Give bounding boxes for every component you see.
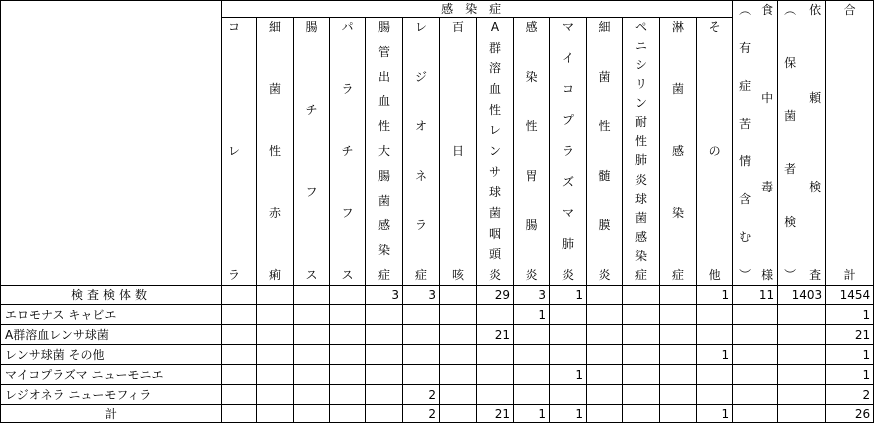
column-header-char: 炎 (525, 267, 538, 282)
table-cell (330, 385, 366, 405)
table-cell: 1 (514, 405, 550, 423)
table-cell (403, 325, 440, 345)
table-cell (257, 365, 294, 385)
column-header-char: 日 (451, 144, 464, 158)
column-header-other (697, 18, 733, 286)
column-header-char: 染 (377, 243, 390, 258)
column-header-char: 性 (377, 119, 390, 134)
column-header-char: 細 (598, 20, 611, 34)
table-cell: 1 (826, 345, 874, 365)
table-cell: 1 (550, 286, 587, 305)
column-header-char: 性 (268, 144, 281, 158)
table-cell (257, 286, 294, 305)
column-header-char: 細 (268, 20, 281, 34)
table-cell (440, 365, 477, 385)
column-header-char: ラ (341, 82, 354, 96)
food-header-char: 含 (739, 192, 752, 207)
table-cell (550, 305, 587, 325)
column-header-char: 性 (634, 134, 647, 149)
column-header-char: 菌 (671, 82, 684, 96)
table-cell (294, 286, 330, 305)
column-header-mycoplasma_pneumonia (550, 18, 587, 286)
column-header-char: 染 (525, 69, 538, 84)
table-cell: 3 (366, 286, 403, 305)
column-header-bacterial_meningitis (587, 18, 623, 286)
table-cell (366, 385, 403, 405)
food-header-char: 症 (739, 78, 752, 93)
column-header-char: 咳 (451, 268, 464, 282)
table-cell (660, 305, 697, 325)
column-header-char: そ (708, 20, 721, 34)
table-cell: 21 (477, 325, 514, 345)
bracket-close: ︶ (784, 268, 797, 282)
column-header-char: ニ (634, 39, 647, 54)
table-cell (587, 385, 623, 405)
column-header-paratyphoid (330, 18, 366, 286)
request-header-char: 者 (784, 162, 797, 176)
column-header-cholera (222, 18, 257, 286)
column-header-char: A (490, 20, 500, 34)
table-cell (550, 345, 587, 365)
request-header-char: 査 (809, 267, 822, 282)
column-header-char: ネ (414, 168, 427, 183)
table-cell (623, 325, 660, 345)
table-cell (623, 365, 660, 385)
table-row (1, 405, 874, 423)
table-cell (587, 405, 623, 423)
row-label: エロモナス キャビエ (1, 305, 222, 325)
food-header-char: む (739, 230, 752, 245)
table-cell (403, 345, 440, 365)
table-cell: 21 (826, 325, 874, 345)
table-cell (733, 325, 778, 345)
column-header-char: 菌 (634, 210, 647, 225)
column-header-char: 染 (671, 206, 684, 220)
table-cell: 1 (826, 365, 874, 385)
total-header-char: 計 (843, 268, 856, 282)
table-cell (514, 345, 550, 365)
column-header-char: 肺 (561, 237, 574, 251)
table-cell (330, 325, 366, 345)
column-header-char: シ (634, 58, 647, 73)
column-header-char: リ (634, 77, 647, 92)
table-cell (294, 405, 330, 423)
table-cell: 1 (514, 305, 550, 325)
column-header-char: 他 (708, 268, 721, 282)
column-header-char: 性 (525, 119, 538, 134)
column-header-char: 肺 (634, 153, 647, 168)
column-header-char: ン (488, 143, 501, 158)
column-header-char: 腸 (377, 20, 390, 34)
request-header-char: 検 (784, 215, 797, 229)
column-header-char: 痢 (268, 268, 281, 282)
column-header-char: パ (341, 20, 354, 34)
table-cell (440, 286, 477, 305)
column-header-char: ズ (561, 175, 574, 189)
column-header-char: 症 (414, 267, 427, 282)
table-cell (623, 286, 660, 305)
table-cell (403, 365, 440, 385)
table-cell (778, 365, 826, 385)
table-cell: 29 (477, 286, 514, 305)
table-cell: 11 (733, 286, 778, 305)
column-header-char: プ (561, 113, 574, 127)
table-cell: 1 (697, 405, 733, 423)
column-header-char: 菌 (268, 82, 281, 96)
column-header-char: サ (488, 164, 501, 179)
table-cell: 1454 (826, 286, 874, 305)
column-header-char: 胃 (525, 168, 538, 183)
table-cell: 26 (826, 405, 874, 423)
column-header-char: 感 (525, 20, 538, 34)
table-row (1, 365, 874, 385)
table-cell (222, 385, 257, 405)
corner-cell (1, 1, 222, 286)
table-cell (477, 345, 514, 365)
table-cell (440, 325, 477, 345)
column-header-char: ン (634, 96, 647, 111)
food-header-char: 様 (761, 267, 774, 282)
column-header-char: ラ (561, 144, 574, 158)
table-cell (660, 405, 697, 423)
table-cell (733, 405, 778, 423)
row-label: 計 (1, 405, 222, 423)
column-header-char: コ (561, 82, 574, 96)
table-cell: 2 (403, 385, 440, 405)
table-cell: 3 (403, 286, 440, 305)
column-header-char: ス (305, 267, 318, 282)
table-cell (222, 365, 257, 385)
column-header-char: 感 (671, 144, 684, 158)
food-poisoning-header (733, 1, 778, 286)
table-cell (222, 345, 257, 365)
table-cell (222, 325, 257, 345)
table-cell (366, 365, 403, 385)
column-header-char: 百 (451, 20, 464, 34)
request-header-char: 菌 (784, 109, 797, 123)
column-header-char: 髄 (598, 168, 611, 183)
column-header-char: マ (561, 206, 574, 220)
column-header-char: 腸 (525, 218, 538, 233)
bracket-close: ︶ (739, 267, 752, 282)
table-cell: 21 (477, 405, 514, 423)
table-cell (733, 365, 778, 385)
row-label: A群溶血レンサ球菌 (1, 325, 222, 345)
table-cell (623, 305, 660, 325)
column-header-char: 感 (377, 218, 390, 233)
table-cell (257, 345, 294, 365)
column-header-char: 菌 (598, 69, 611, 84)
column-header-char: フ (341, 206, 354, 220)
column-header-char: 血 (377, 94, 390, 109)
column-header-char: 溶 (488, 61, 501, 76)
table-cell (477, 385, 514, 405)
column-header-char: ラ (228, 268, 241, 282)
column-header-char: ジ (414, 69, 427, 84)
column-header-infectious_gastroenteritis (514, 18, 550, 286)
table-cell (477, 365, 514, 385)
table-cell (778, 345, 826, 365)
column-header-char: オ (414, 119, 427, 134)
header-row-top (1, 1, 874, 18)
table-cell (294, 345, 330, 365)
column-header-char: フ (305, 185, 318, 200)
column-header-char: 球 (634, 191, 647, 206)
table-cell (330, 286, 366, 305)
column-header-char: コ (228, 20, 241, 34)
column-header-char: 感 (634, 229, 647, 244)
food-header-char: 中 (761, 91, 774, 106)
table-cell: 2 (826, 385, 874, 405)
column-header-char: チ (305, 102, 318, 117)
column-header-char: 染 (634, 248, 647, 263)
table-cell (660, 286, 697, 305)
request-test-header (778, 1, 826, 286)
column-header-char: レ (414, 20, 427, 34)
row-label: マイコプラズマ ニューモニエ (1, 365, 222, 385)
table-cell (294, 365, 330, 385)
table-cell (257, 385, 294, 405)
request-header-char: 検 (809, 179, 822, 194)
column-header-char: ス (341, 268, 354, 282)
food-header-char: 情 (739, 154, 752, 169)
bracket-open: ︵ (739, 3, 752, 17)
request-header-char: 保 (784, 56, 797, 70)
bracket-open: ︵ (784, 3, 797, 17)
table-cell (697, 365, 733, 385)
table-cell (550, 325, 587, 345)
infection-group-header: 感染症 (222, 1, 733, 18)
table-cell (330, 405, 366, 423)
request-header-char: 依 (809, 3, 822, 17)
row-label: レジオネラ ニューモフィラ (1, 385, 222, 405)
table-cell (257, 305, 294, 325)
table-cell (440, 345, 477, 365)
table-cell (257, 405, 294, 423)
table-cell (587, 305, 623, 325)
table-cell (514, 325, 550, 345)
table-cell (294, 325, 330, 345)
column-header-char: 腸 (377, 168, 390, 183)
column-header-char: 腸 (305, 20, 318, 34)
table-cell (222, 286, 257, 305)
table-cell: 1403 (778, 286, 826, 305)
column-header-char: チ (341, 144, 354, 158)
request-header-char: 頼 (809, 91, 822, 106)
table-cell (623, 405, 660, 423)
table-cell (660, 385, 697, 405)
column-header-char: ラ (414, 218, 427, 233)
table-cell (330, 305, 366, 325)
table-cell: 2 (403, 405, 440, 423)
table-cell (294, 305, 330, 325)
table-cell (733, 305, 778, 325)
column-header-char: 淋 (671, 20, 684, 34)
table-row (1, 345, 874, 365)
table-cell (222, 405, 257, 423)
column-header-char: 炎 (598, 267, 611, 282)
table-cell: 1 (697, 286, 733, 305)
column-header-gas_pharyngitis (477, 18, 514, 286)
table-cell (366, 305, 403, 325)
table-cell (587, 286, 623, 305)
table-cell (477, 305, 514, 325)
table-cell (587, 325, 623, 345)
table-cell (330, 345, 366, 365)
column-header-char: 出 (377, 69, 390, 84)
column-header-char: 球 (488, 185, 501, 200)
row-label: 検査検体数 (1, 286, 222, 305)
table-cell (733, 345, 778, 365)
table-cell (366, 345, 403, 365)
food-header-char: 食 (761, 3, 774, 17)
column-header-char: イ (561, 51, 574, 65)
column-header-char: ペ (634, 20, 647, 34)
column-header-char: マ (561, 20, 574, 34)
table-cell (587, 345, 623, 365)
table-row (1, 305, 874, 325)
column-header-char: 症 (634, 267, 647, 282)
table-row (1, 385, 874, 405)
column-header-prsp (623, 18, 660, 286)
table-cell (778, 385, 826, 405)
column-header-char: 菌 (488, 205, 501, 220)
table-cell (514, 365, 550, 385)
table-cell: 1 (550, 405, 587, 423)
column-header-pertussis (440, 18, 477, 286)
column-header-gonococcal (660, 18, 697, 286)
column-header-char: 性 (598, 119, 611, 134)
table-cell (660, 365, 697, 385)
column-header-char: 赤 (268, 206, 281, 220)
column-header-char: レ (228, 144, 241, 158)
food-header-char: 有 (739, 40, 752, 55)
table-cell (778, 405, 826, 423)
column-header-dysentery (257, 18, 294, 286)
table-cell (257, 325, 294, 345)
column-header-ehec (366, 18, 403, 286)
food-header-char: 毒 (761, 179, 774, 194)
table-cell (550, 385, 587, 405)
food-header-char: 苦 (739, 116, 752, 131)
table-cell (222, 305, 257, 325)
column-header-char: 管 (377, 44, 390, 59)
column-header-char: 性 (488, 102, 501, 117)
table-cell (366, 325, 403, 345)
column-header-char: 頭 (488, 247, 501, 262)
table-row (1, 325, 874, 345)
table-cell (697, 385, 733, 405)
table-cell (330, 365, 366, 385)
table-cell (440, 385, 477, 405)
table-cell: 1 (697, 345, 733, 365)
column-header-char: 大 (377, 143, 390, 158)
table-cell (440, 305, 477, 325)
column-header-typhoid (294, 18, 330, 286)
table-cell (778, 325, 826, 345)
column-header-legionella (403, 18, 440, 286)
table-cell: 1 (550, 365, 587, 385)
column-header-char: 菌 (377, 193, 390, 208)
column-header-char: 膜 (598, 218, 611, 233)
column-header-char: 群 (488, 40, 501, 55)
table-cell (697, 325, 733, 345)
table-cell: 1 (826, 305, 874, 325)
column-header-char: 血 (488, 81, 501, 96)
table-cell: 3 (514, 286, 550, 305)
column-header-char: 咽 (488, 226, 501, 241)
column-header-char: 炎 (561, 268, 574, 282)
table-cell (733, 385, 778, 405)
table-cell (440, 405, 477, 423)
column-header-char: レ (488, 123, 501, 138)
table-row (1, 286, 874, 305)
table-cell (778, 305, 826, 325)
column-header-char: 耐 (634, 115, 647, 130)
row-label: レンサ球菌 その他 (1, 345, 222, 365)
column-header-char: 炎 (634, 172, 647, 187)
total-header-char: 合 (843, 3, 856, 17)
table-cell (294, 385, 330, 405)
column-header-char: 炎 (488, 267, 501, 282)
table-cell (660, 325, 697, 345)
column-header-char: 症 (671, 268, 684, 282)
table-cell (623, 385, 660, 405)
table-cell (587, 365, 623, 385)
table-cell (660, 345, 697, 365)
table-cell (403, 305, 440, 325)
total-header (826, 1, 874, 286)
column-header-char: 症 (377, 267, 390, 282)
column-header-char: の (708, 144, 721, 158)
table-cell (623, 345, 660, 365)
table-cell (366, 405, 403, 423)
table-cell (697, 305, 733, 325)
table-cell (514, 385, 550, 405)
